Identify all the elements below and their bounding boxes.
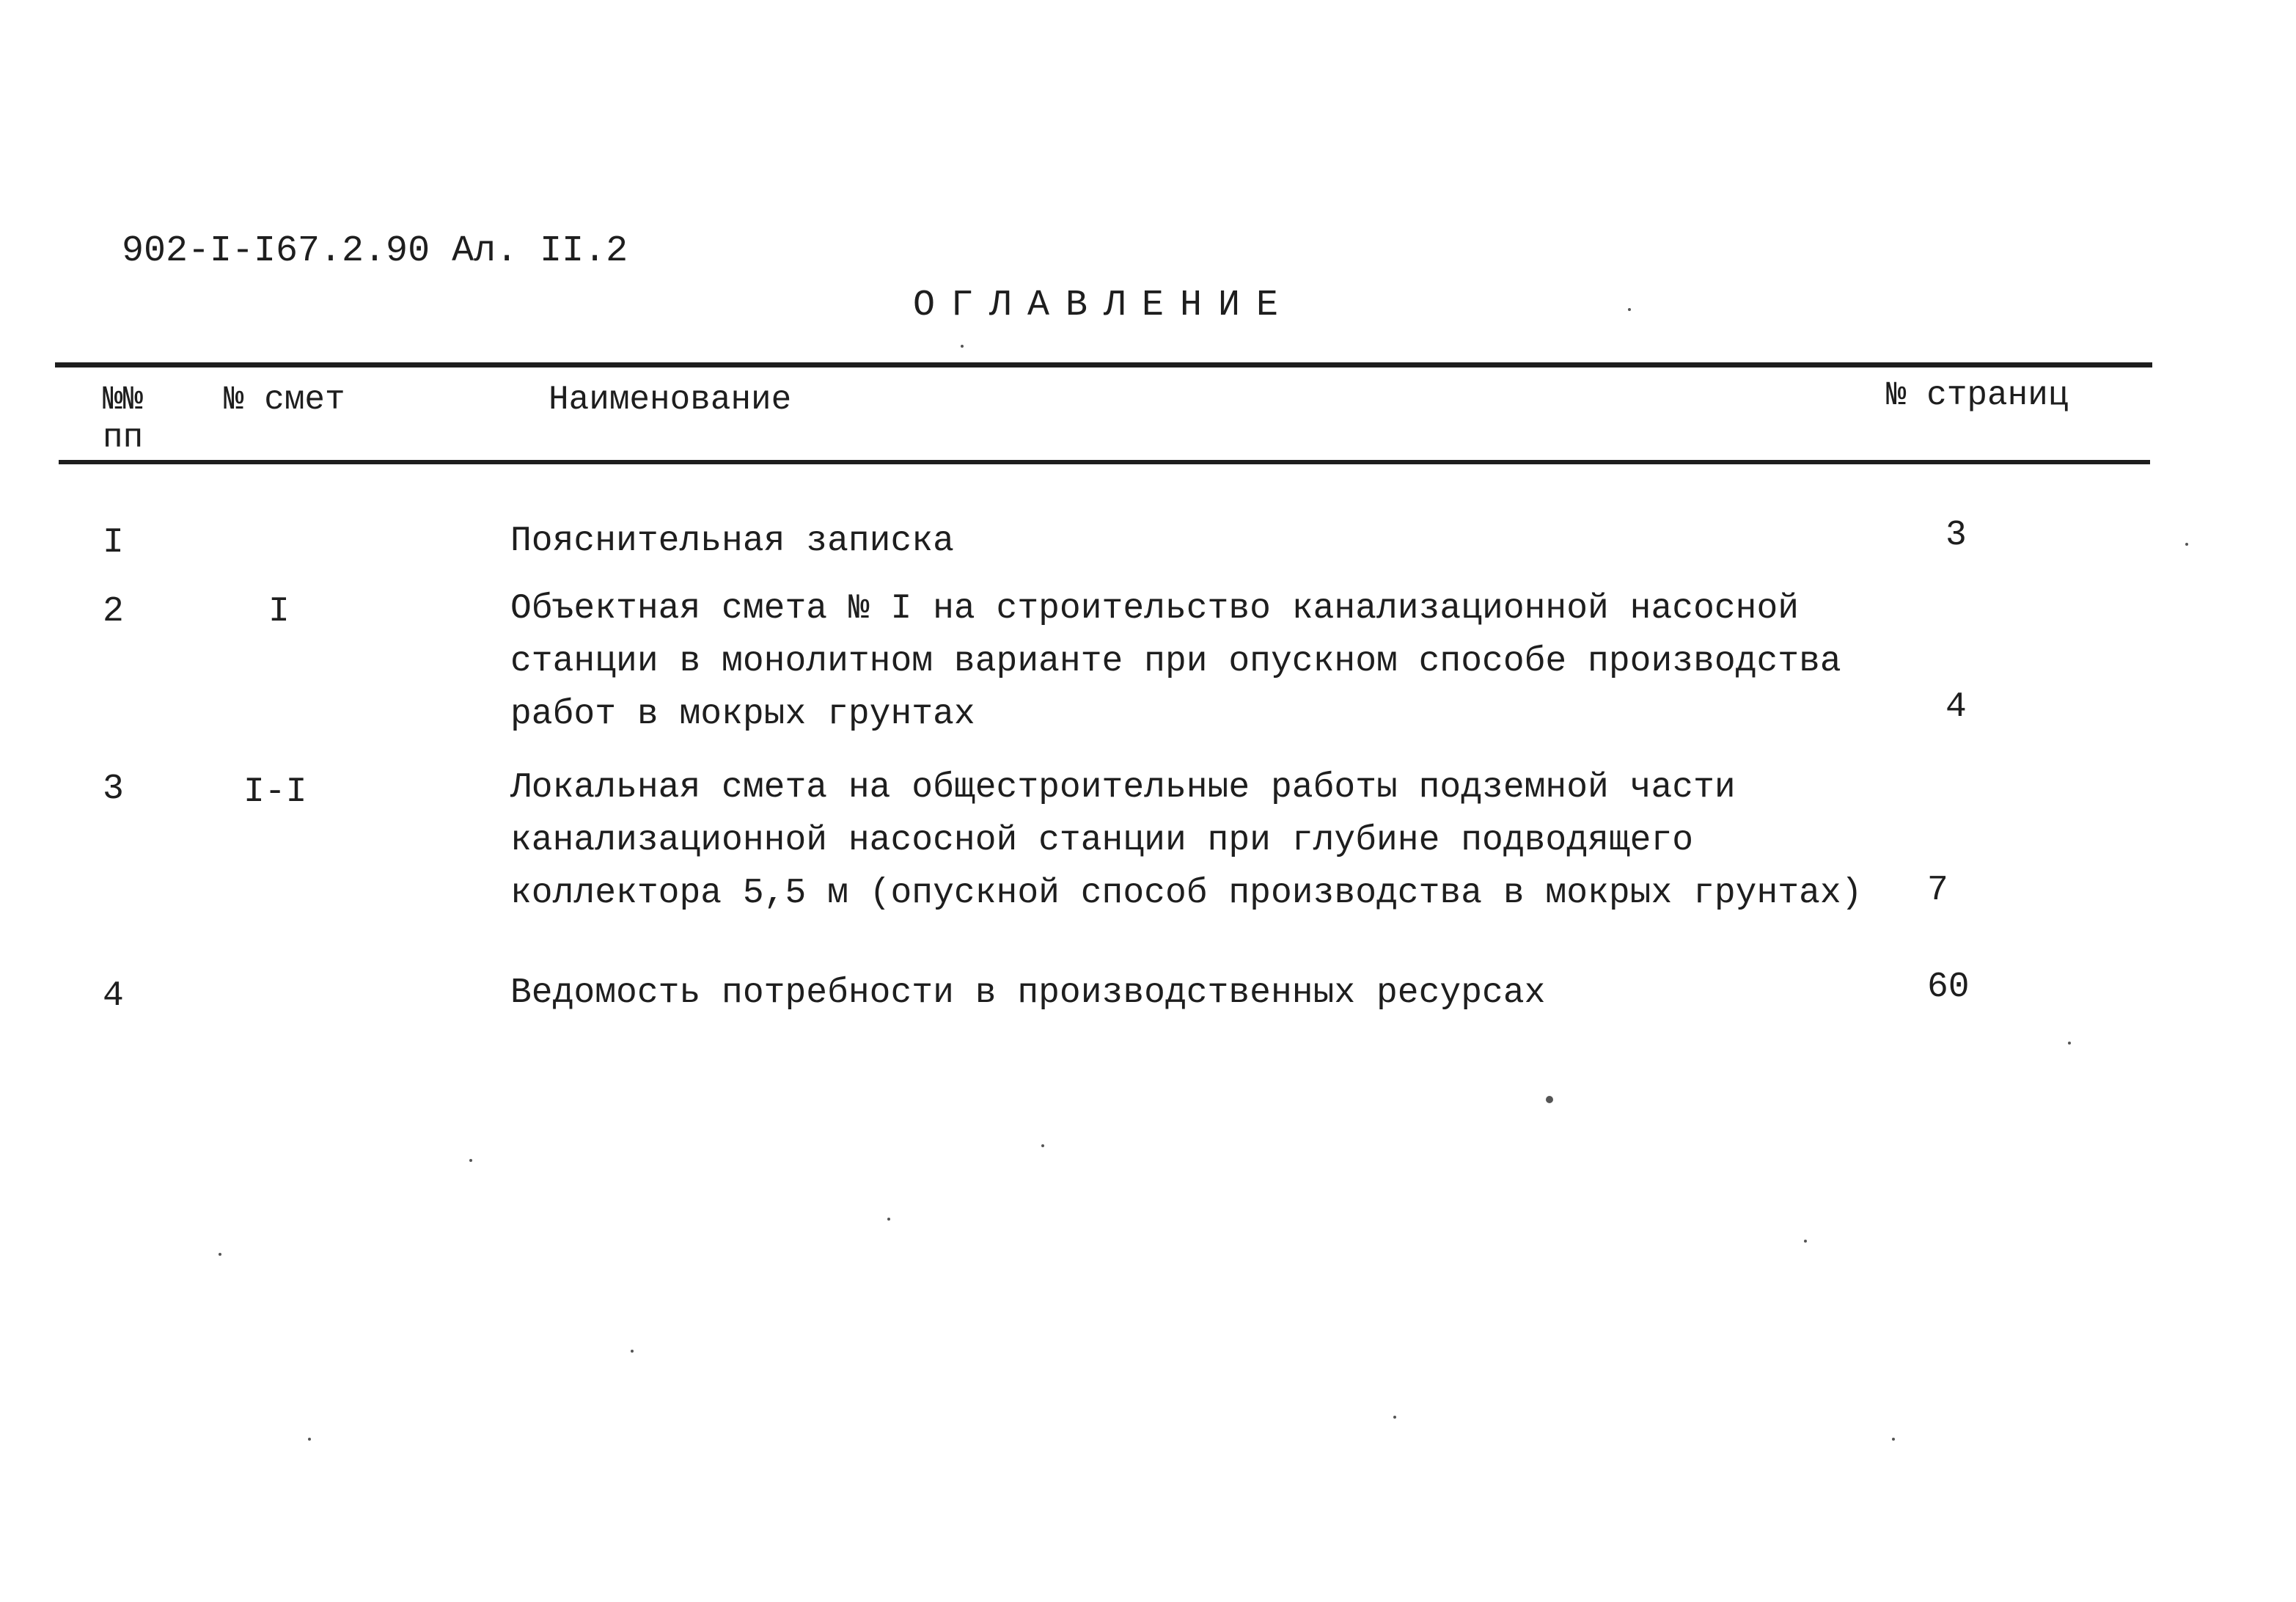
row2-line2: станции в монолитном варианте при опускном способе производства [510,642,1841,681]
header-pages: № страниц [1886,376,2069,414]
row3-page: 7 [1927,871,1948,910]
row4-num: 4 [103,976,124,1016]
header-num-line1: №№ [103,381,144,419]
row1-page: 3 [1945,516,1967,555]
row1-line1: Пояснительная записка [510,522,954,561]
table-header-rule [59,460,2150,464]
row3-line1: Локальная смета на общестроительные работы подземной части [510,768,1736,808]
row4-page: 60 [1927,968,1970,1007]
row3-num: 3 [103,769,124,809]
row3-line3: коллектора 5,5 м (опускной способ производства в мокрых грунтах) [510,874,1863,913]
row3-smeta: I-I [243,772,307,812]
row2-smeta: I [268,592,290,632]
page-title: ОГЛАВЛЕНИЕ [913,285,1295,326]
row1-description [510,515,954,568]
row2-line1: Объектная смета № I на строительство канализационной насосной [510,589,1800,629]
row4-description [510,967,1545,1020]
table-top-rule [55,362,2152,367]
document-code: 902-I-I67.2.90 Ал. II.2 [122,230,628,272]
row2-num: 2 [103,592,124,632]
header-num-line2: пп [103,419,144,457]
header-name: Наименование [549,381,792,419]
row2-description [510,582,1841,741]
row4-line1: Ведомость потребности в производственных ресурсах [510,973,1546,1013]
header-smeta: № смет [224,381,345,419]
row2-line3: работ в мокрых грунтах [510,695,975,734]
row3-line2: канализационной насосной станции при глубине подводящего [510,821,1694,860]
row1-num: I [103,523,124,563]
row3-description [510,761,1863,920]
row2-page: 4 [1945,687,1967,727]
